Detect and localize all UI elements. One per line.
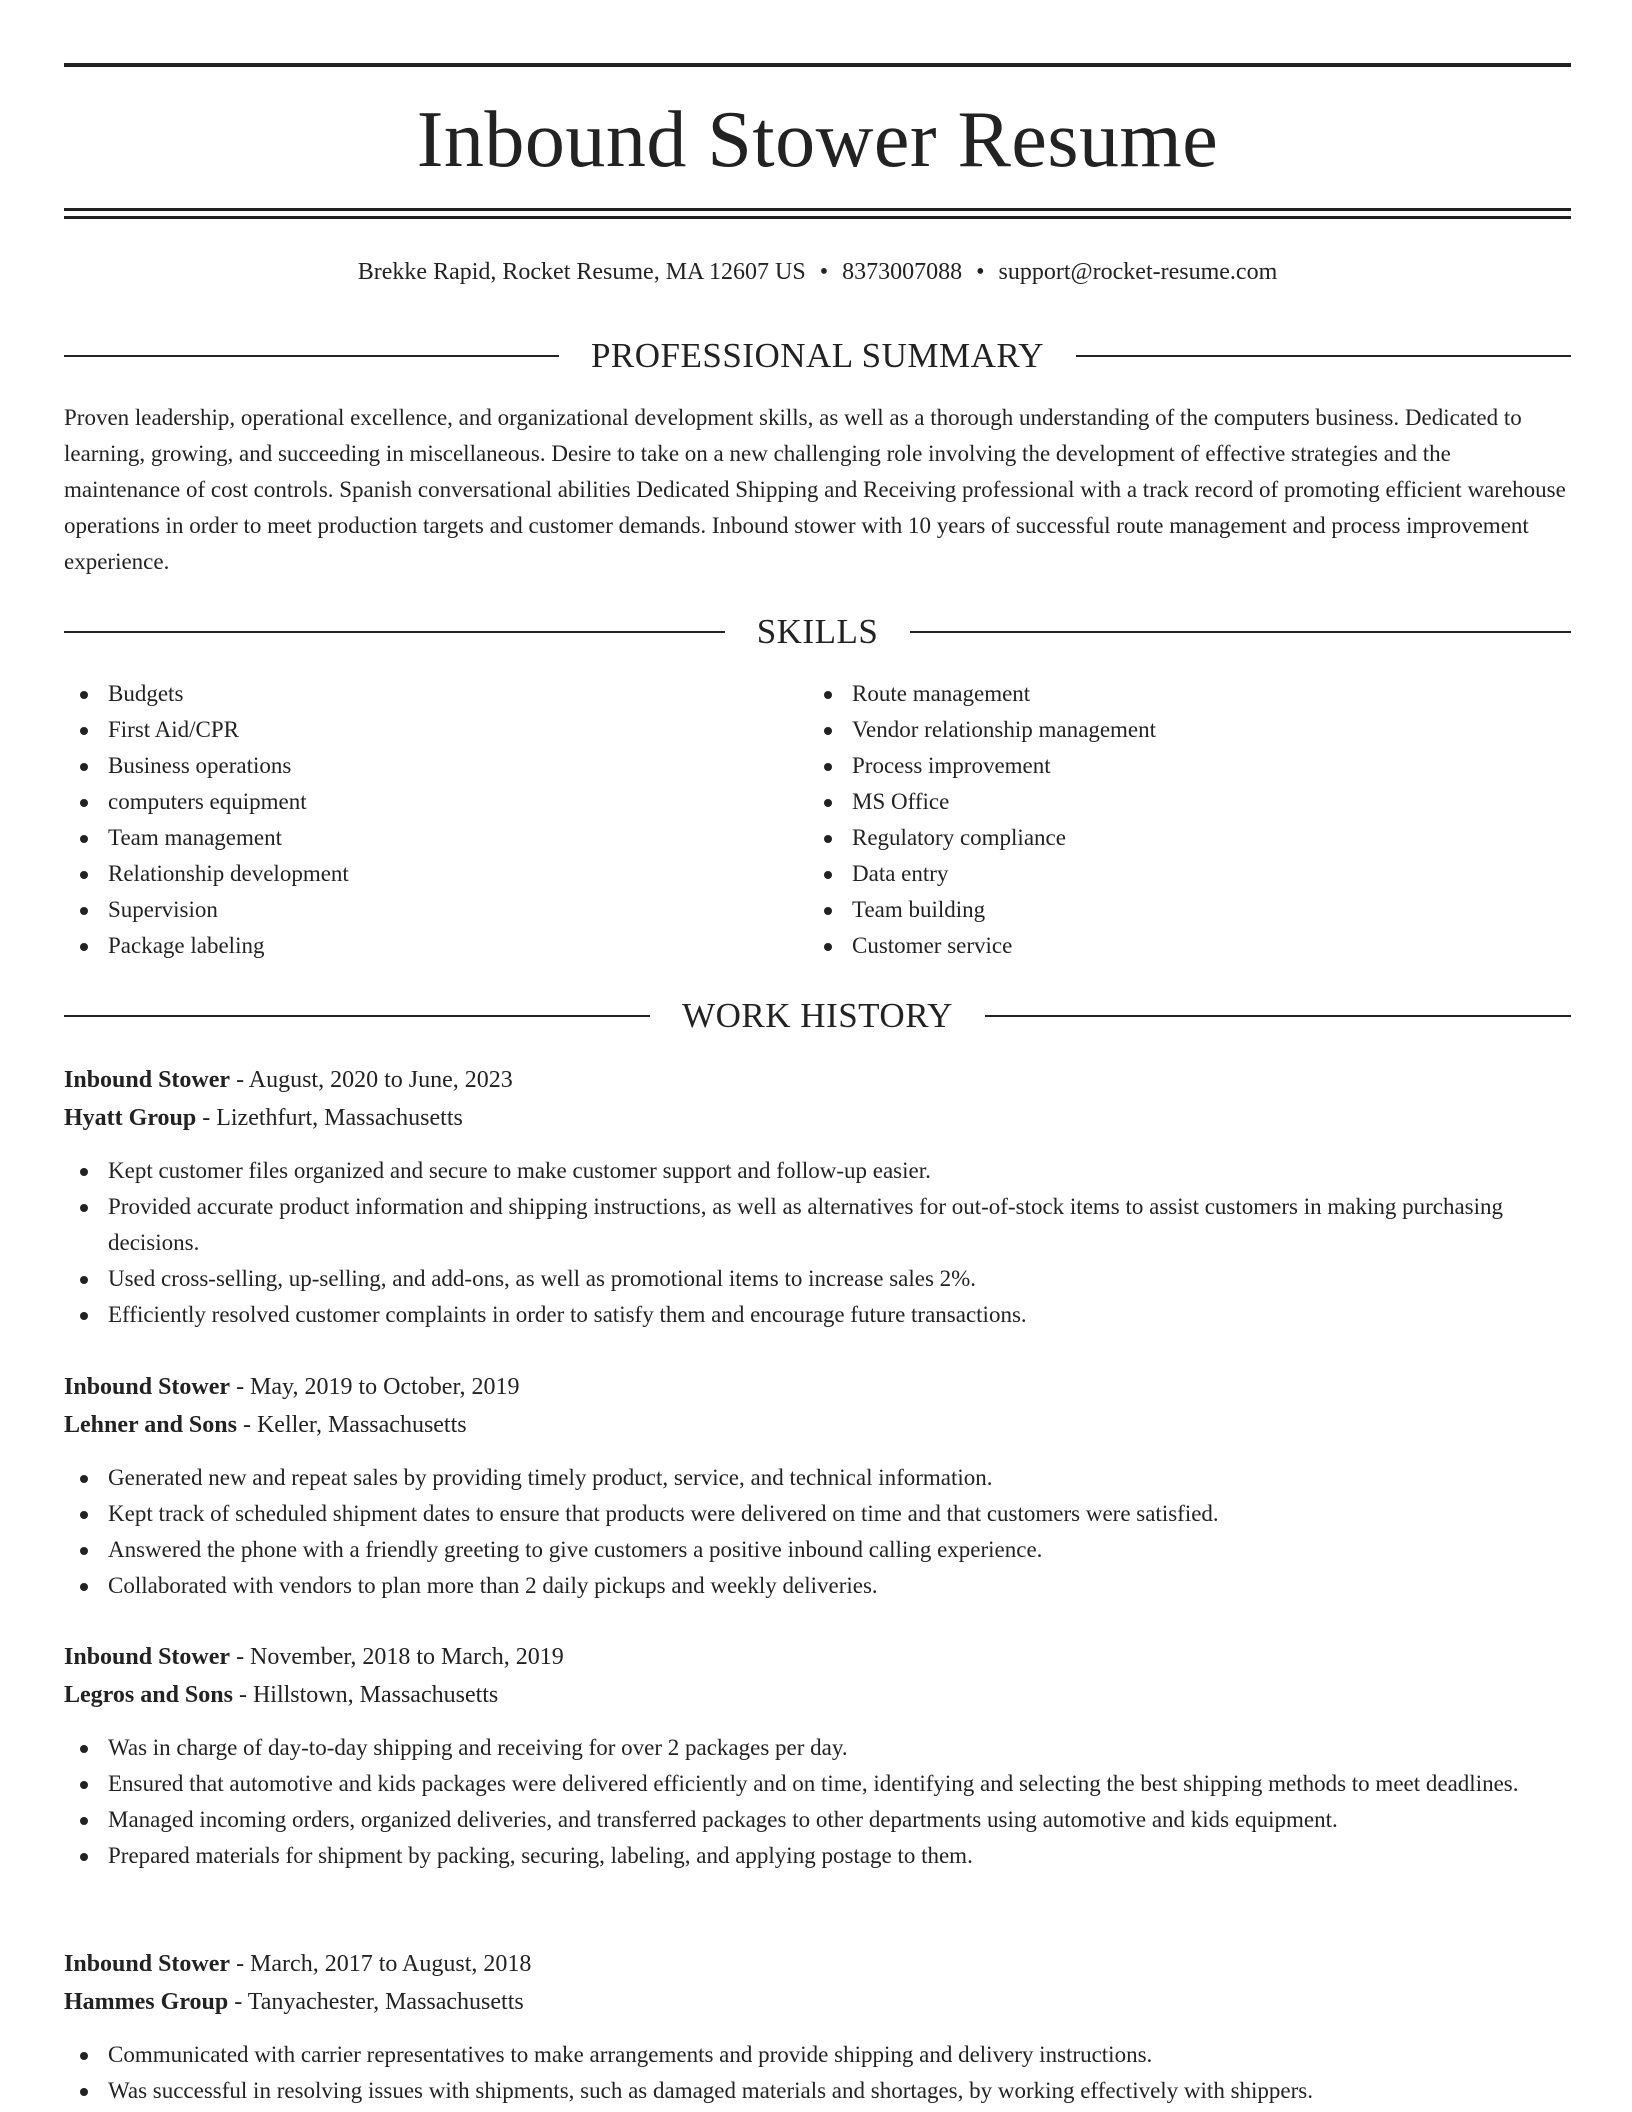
job-company-line xyxy=(64,1676,1571,1714)
job-location: - Lizethfurt, Massachusetts xyxy=(196,1105,463,1131)
skill-item: computers equipment xyxy=(64,784,764,820)
work-history-heading-label: WORK HISTORY xyxy=(682,996,953,1035)
job-bullets xyxy=(64,2037,1571,2109)
job-bullet: Generated new and repeat sales by providing timely product, service, and technical information. xyxy=(64,1460,1571,1496)
resume-title: Inbound Stower Resume xyxy=(416,96,1219,184)
job-entry xyxy=(64,1945,1571,2109)
job-title-line xyxy=(64,1638,1571,1676)
job-company-line xyxy=(64,1983,1571,2021)
heading-rule xyxy=(64,355,559,357)
job-bullet: Prepared materials for shipment by packing, securing, labeling, and applying postage to them. xyxy=(64,1838,1571,1874)
job-title-line xyxy=(64,1368,1571,1406)
summary-heading xyxy=(64,334,1571,378)
job-bullet: Communicated with carrier representatives to make arrangements and provide shipping and delivery instructions. xyxy=(64,2037,1571,2073)
job-company: Lehner and Sons xyxy=(64,1412,237,1438)
job-bullet: Managed incoming orders, organized deliveries, and transferred packages to other departments using automotive and kids equipment. xyxy=(64,1802,1571,1838)
skills-heading-label: SKILLS xyxy=(756,612,879,651)
job-dates: - May, 2019 to October, 2019 xyxy=(230,1374,520,1400)
heading-rule xyxy=(1076,355,1571,357)
job-company-line xyxy=(64,1406,1571,1444)
skills-list-right xyxy=(808,676,1568,964)
job-entry xyxy=(64,1061,1571,1333)
job-bullets xyxy=(64,1730,1571,1874)
contact-address: Brekke Rapid, Rocket Resume, MA 12607 US xyxy=(357,259,806,285)
job-entry xyxy=(64,1368,1571,1604)
job-title-line xyxy=(64,1061,1571,1099)
skill-item: Vendor relationship management xyxy=(808,712,1568,748)
job-bullet: Provided accurate product information and shipping instructions, as well as alternatives for out-of-stock items to assist customers in making purchasing decisions. xyxy=(64,1189,1571,1261)
skill-item: Budgets xyxy=(64,676,764,712)
job-bullet: Was in charge of day-to-day shipping and receiving for over 2 packages per day. xyxy=(64,1730,1571,1766)
skill-item: Relationship development xyxy=(64,856,764,892)
top-rule xyxy=(64,63,1571,67)
skill-item: MS Office xyxy=(808,784,1568,820)
job-bullet: Used cross-selling, up-selling, and add-ons, as well as promotional items to increase sales 2%. xyxy=(64,1261,1571,1297)
job-bullet: Collaborated with vendors to plan more than 2 daily pickups and weekly deliveries. xyxy=(64,1568,1571,1604)
job-bullet: Kept track of scheduled shipment dates to ensure that products were delivered on time and that customers were satisfied. xyxy=(64,1496,1571,1532)
contact-separator: • xyxy=(819,259,829,285)
job-title: Inbound Stower xyxy=(64,1374,231,1400)
job-dates: - March, 2017 to August, 2018 xyxy=(230,1951,532,1977)
job-location: - Keller, Massachusetts xyxy=(236,1412,467,1438)
job-entry xyxy=(64,1638,1571,1874)
skill-item: Business operations xyxy=(64,748,764,784)
job-title-line xyxy=(64,1945,1571,1983)
job-company: Legros and Sons xyxy=(64,1682,233,1708)
job-company: Hammes Group xyxy=(64,1989,229,2015)
job-dates: - August, 2020 to June, 2023 xyxy=(230,1067,513,1093)
contact-line xyxy=(64,255,1571,289)
skill-item: Team management xyxy=(64,820,764,856)
summary-text: Proven leadership, operational excellence, and organizational development skills, as well as a thorough understanding of the computers business. Dedicated to learning, growing, and succeeding in miscellaneous. Desire to take on a new challenging role involving the development of effective strategies and the maintenance of cost controls. Spanish conversational abilities Dedicated Shipping and Receiving professional with a track record of promoting efficient warehouse operations in order to meet production targets and customer demands. Inbound stower with 10 years of successful route management and process improvement experience. xyxy=(64,405,1566,574)
job-bullet: Was successful in resolving issues with shipments, such as damaged materials and shortages, by working effectively with shippers. xyxy=(64,2073,1571,2109)
job-title: Inbound Stower xyxy=(64,1951,231,1977)
job-bullet: Answered the phone with a friendly greeting to give customers a positive inbound calling experience. xyxy=(64,1532,1571,1568)
skill-item: Process improvement xyxy=(808,748,1568,784)
heading-rule xyxy=(64,631,725,633)
summary-heading-label: PROFESSIONAL SUMMARY xyxy=(590,336,1045,375)
job-location: - Tanyachester, Massachusetts xyxy=(228,1989,524,2015)
heading-rule xyxy=(64,1015,650,1017)
skill-item: Customer service xyxy=(808,928,1568,964)
skills-list-left xyxy=(64,676,764,964)
skill-item: Data entry xyxy=(808,856,1568,892)
skill-item: Package labeling xyxy=(64,928,764,964)
skill-item: Team building xyxy=(808,892,1568,928)
contact-separator: • xyxy=(976,259,985,285)
skills-heading xyxy=(64,610,1571,654)
job-company-line xyxy=(64,1099,1571,1137)
heading-rule xyxy=(985,1015,1571,1017)
job-dates: - November, 2018 to March, 2019 xyxy=(230,1644,564,1670)
job-company: Hyatt Group xyxy=(64,1105,197,1131)
job-bullet: Efficiently resolved customer complaints in order to satisfy them and encourage future transactions. xyxy=(64,1297,1571,1333)
job-location: - Hillstown, Massachusetts xyxy=(232,1682,499,1708)
job-title: Inbound Stower xyxy=(64,1644,231,1670)
job-bullet: Kept customer files organized and secure to make customer support and follow-up easier. xyxy=(64,1153,1571,1189)
job-title: Inbound Stower xyxy=(64,1067,231,1093)
contact-phone: 8373007088 xyxy=(842,259,963,285)
skill-item: First Aid/CPR xyxy=(64,712,764,748)
job-bullet: Ensured that automotive and kids packages were delivered efficiently and on time, identifying and selecting the best shipping methods to meet deadlines. xyxy=(64,1766,1571,1802)
skill-item: Route management xyxy=(808,676,1568,712)
title-rule-upper xyxy=(64,208,1571,211)
skill-item: Supervision xyxy=(64,892,764,928)
title-rule-lower xyxy=(64,216,1571,219)
heading-rule xyxy=(910,631,1571,633)
work-history-heading xyxy=(64,994,1571,1038)
job-bullets xyxy=(64,1460,1571,1604)
job-bullets xyxy=(64,1153,1571,1333)
skill-item: Regulatory compliance xyxy=(808,820,1568,856)
contact-email: support@rocket-resume.com xyxy=(998,259,1278,285)
